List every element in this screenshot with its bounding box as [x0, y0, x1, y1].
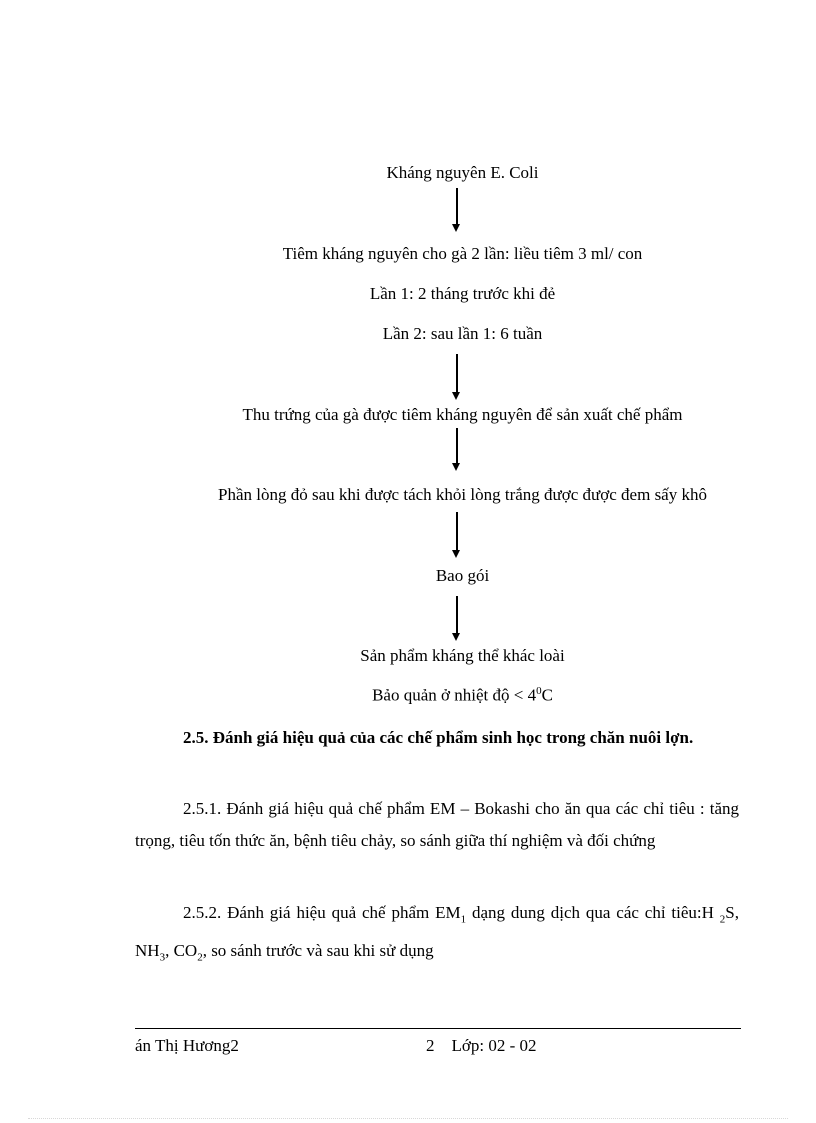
flow-step-injection-dose2: Lần 2: sau lần 1: 6 tuần [382, 324, 543, 343]
footer-rule [135, 1028, 741, 1029]
paragraph-2-5-2: 2.5.2. Đánh giá hiệu quả chế phẩm $EM_1$ dạng dung dịch qua các chỉ tiêu:H $_2$S, $NH_3$, $CO_2$, so sánh trước và sau khi sử dụng [135, 903, 740, 964]
paragraph-2-5-1: 2.5.1. Đánh giá hiệu quả chế phẩm EM – Bokashi cho ăn qua các chỉ tiêu : tăng trọng, tiêu tốn thức ăn, bệnh tiêu chảy, so sánh giữa thí nghiệm và đối chứng [135, 799, 739, 850]
flow-step-packaging: Bao gói [435, 566, 490, 585]
footer-author: án Thị Hương2 [135, 1036, 239, 1055]
section-heading: 2.5. Đánh giá hiệu quả của các chế phẩm sinh học trong chăn nuôi lợn. [183, 728, 694, 747]
flow-step-injection: Tiêm kháng nguyên cho gà 2 lần: liều tiêm 3 ml/ con [282, 244, 643, 263]
flow-step-storage: Bảo quản ở nhiệt độ < $4^0C$ [372, 685, 553, 705]
flow-step-product: Sản phẩm kháng thể khác loài [360, 646, 565, 665]
flow-step-antigen: Kháng nguyên E. Coli [386, 163, 539, 182]
page-bottom-border [28, 1118, 788, 1119]
flow-step-collect-eggs: Thu trứng của gà được tiêm kháng nguyên để sản xuất chế phẩm [242, 405, 683, 424]
footer-page-class: 2 Lớp: 02 - 02 [426, 1036, 537, 1055]
flow-step-injection-dose1: Lần 1: 2 tháng trước khi đẻ [369, 284, 556, 303]
flow-step-dry-yolk: Phần lòng đỏ sau khi được tách khỏi lòng trắng được được đem sấy khô [218, 485, 707, 504]
